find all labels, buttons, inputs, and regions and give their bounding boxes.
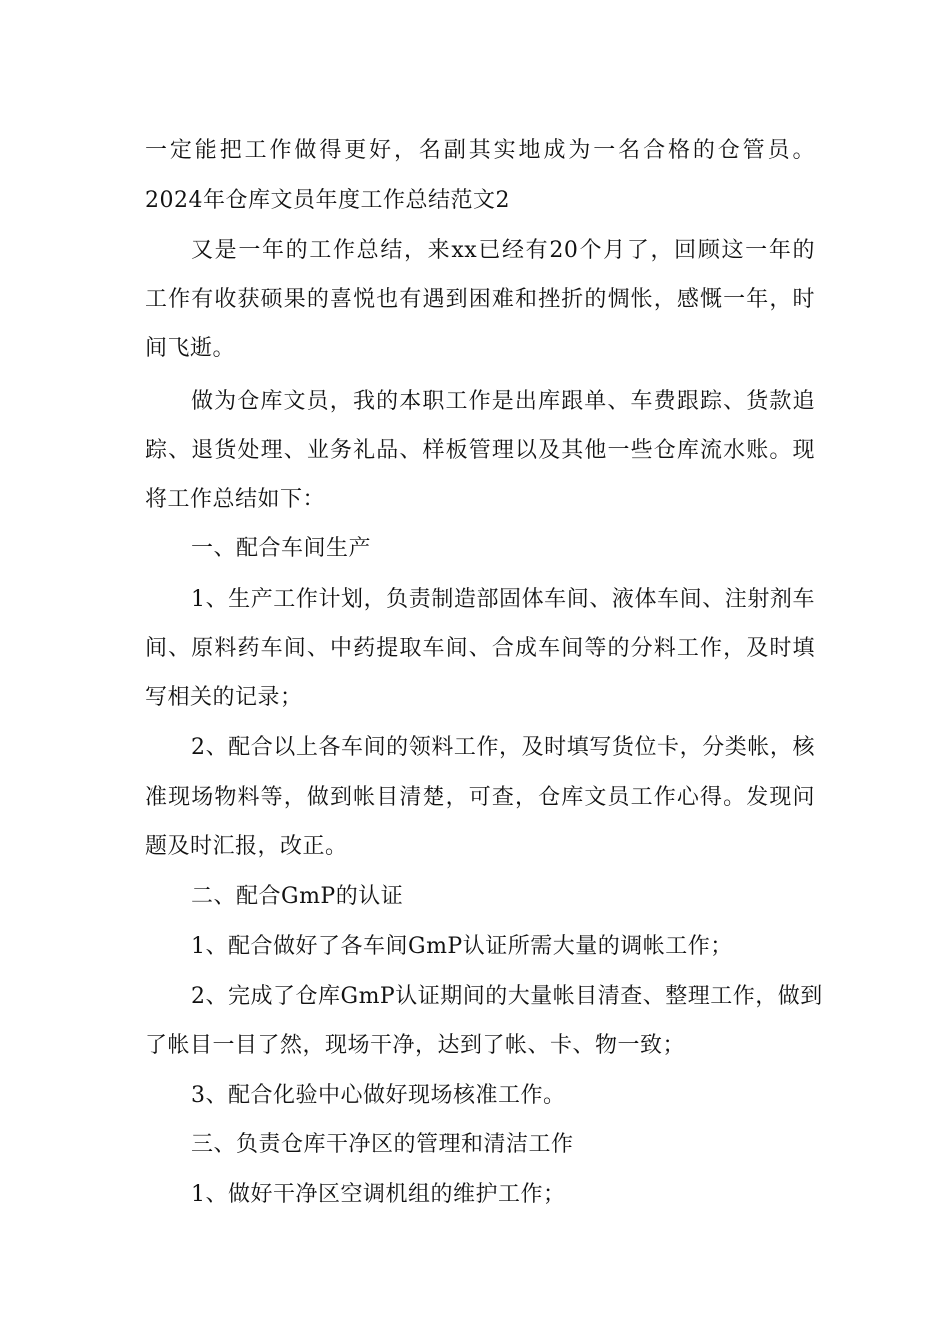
heading: 二、配合GmP的认证 (191, 884, 404, 909)
text-line: 写相关的记录； (145, 685, 303, 710)
text-line: 1、做好干净区空调机组的维护工作； (191, 1182, 566, 1207)
section-title: 2024年仓库文员年度工作总结范文2 (145, 188, 510, 213)
text-line: 踪、退货处理、业务礼品、样板管理以及其他一些仓库流水账。现 (145, 438, 815, 463)
heading: 一、配合车间生产 (191, 536, 372, 561)
text-line: 准现场物料等，做到帐目清楚，可查，仓库文员工作心得。发现问 (145, 785, 815, 810)
text-line: 做为仓库文员，我的本职工作是出库跟单、车费跟踪、货款追 (191, 389, 815, 414)
text-line: 又是一年的工作总结，来xx已经有20个月了，回顾这一年的 (191, 238, 815, 263)
text-line: 1、配合做好了各车间GmP认证所需大量的调帐工作； (191, 934, 733, 959)
text-line: 2、配合以上各车间的领料工作，及时填写货位卡，分类帐，核 (191, 735, 815, 760)
text-line: 2、完成了仓库GmP认证期间的大量帐目清查、整理工作，做到 (191, 984, 823, 1009)
text-line: 1、生产工作计划，负责制造部固体车间、液体车间、注射剂车 (191, 587, 815, 612)
text-line: 间飞逝。 (145, 336, 236, 361)
heading: 三、负责仓库干净区的管理和清洁工作 (191, 1132, 574, 1157)
text-line: 3、配合化验中心做好现场核准工作。 (191, 1083, 566, 1108)
text-line: 题及时汇报，改正。 (145, 834, 348, 859)
text-line: 将工作总结如下： (145, 487, 326, 512)
text-line: 间、原料药车间、中药提取车间、合成车间等的分料工作，及时填 (145, 636, 815, 661)
text-line: 了帐目一目了然，现场干净，达到了帐、卡、物一致； (145, 1033, 686, 1058)
text-line: 一定能把工作做得更好，名副其实地成为一名合格的仓管员。 (145, 138, 815, 163)
text-line: 工作有收获硕果的喜悦也有遇到困难和挫折的惆怅，感慨一年，时 (145, 287, 815, 312)
